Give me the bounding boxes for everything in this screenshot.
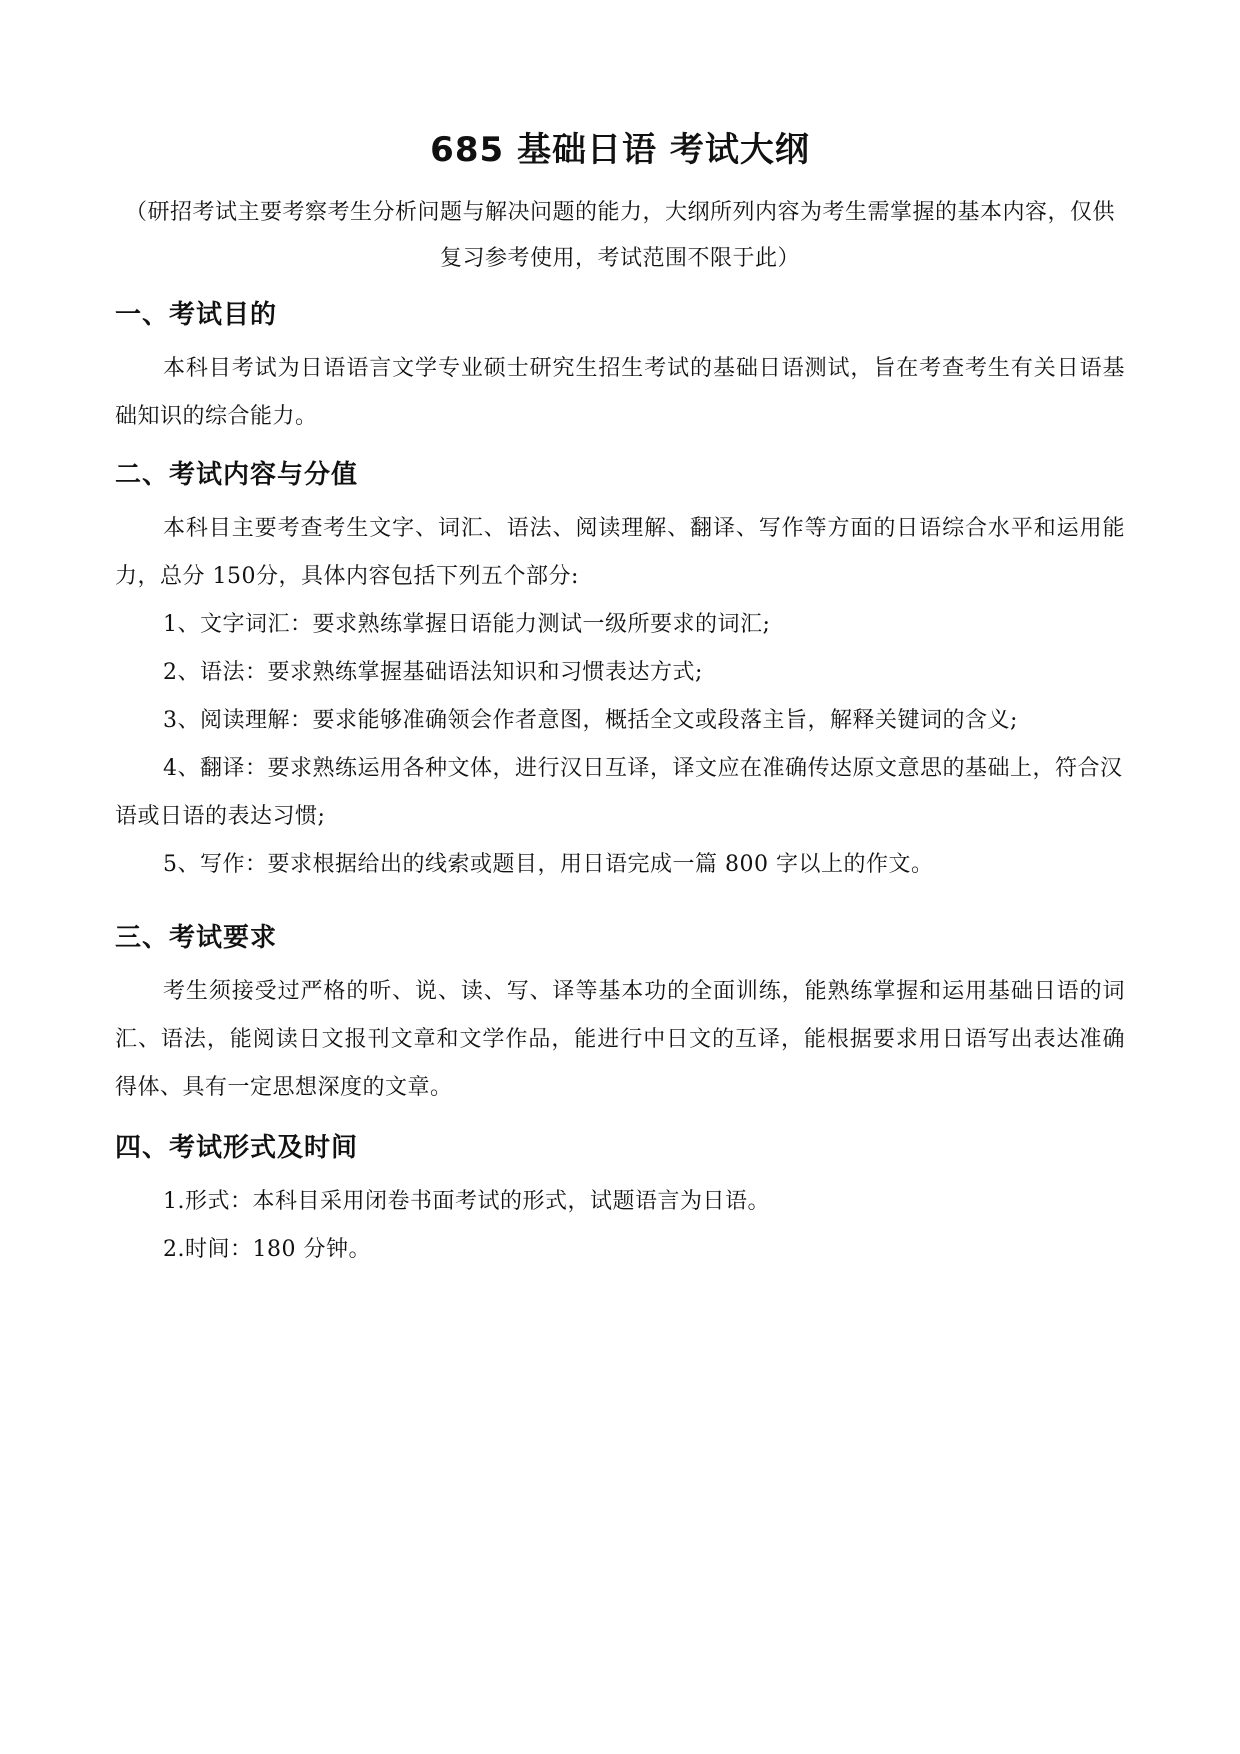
list-item: 2.时间：180 分钟。: [163, 1237, 371, 1262]
section-heading: 三、考试要求: [115, 923, 278, 953]
list-item: 4、翻译：要求熟练运用各种文体，进行汉日互译，译文应在准确传达原文意思的基础上，符合汉语或日语的表达习惯;: [115, 756, 1123, 829]
section-exam-requirements: [115, 918, 1125, 1112]
section-paragraph: 本科目主要考查考生文字、词汇、语法、阅读理解、翻译、写作等方面的日语综合水平和运用能力，总分 150分，具体内容包括下列五个部分:: [115, 516, 1125, 589]
section-exam-purpose: [115, 295, 1125, 441]
list-item: 1、文字词汇：要求熟练掌握日语能力测试一级所要求的词汇;: [163, 612, 771, 637]
section-exam-content: [115, 455, 1125, 889]
list-item: 5、写作：要求根据给出的线索或题目，用日语完成一篇 800 字以上的作文。: [163, 852, 934, 877]
section-heading: 四、考试形式及时间: [115, 1133, 359, 1163]
list-item: 2、语法：要求熟练掌握基础语法知识和习惯表达方式;: [163, 660, 703, 685]
document-subtitle: （研招考试主要考察考生分析问题与解决问题的能力，大纲所列内容为考生需掌握的基本内容，仅供复习参考使用，考试范围不限于此）: [125, 200, 1116, 271]
section-heading: 一、考试目的: [115, 300, 278, 330]
document-title: 685 基础日语 考试大纲: [430, 130, 810, 170]
section-paragraph: 考生须接受过严格的听、说、读、写、译等基本功的全面训练，能熟练掌握和运用基础日语的词汇、语法，能阅读日文报刊文章和文学作品，能进行中日文的互译，能根据要求用日语写出表达准确得体、具有一定思想深度的文章。: [115, 979, 1125, 1100]
section-exam-format-time: [115, 1128, 1125, 1274]
section-heading: 二、考试内容与分值: [115, 460, 359, 490]
list-item: 1.形式：本科目采用闭卷书面考试的形式，试题语言为日语。: [163, 1189, 770, 1214]
list-item: 3、阅读理解：要求能够准确领会作者意图，概括全文或段落主旨，解释关键词的含义;: [163, 708, 1018, 733]
section-paragraph: 本科目考试为日语语言文学专业硕士研究生招生考试的基础日语测试，旨在考查考生有关日语基础知识的综合能力。: [115, 356, 1125, 429]
